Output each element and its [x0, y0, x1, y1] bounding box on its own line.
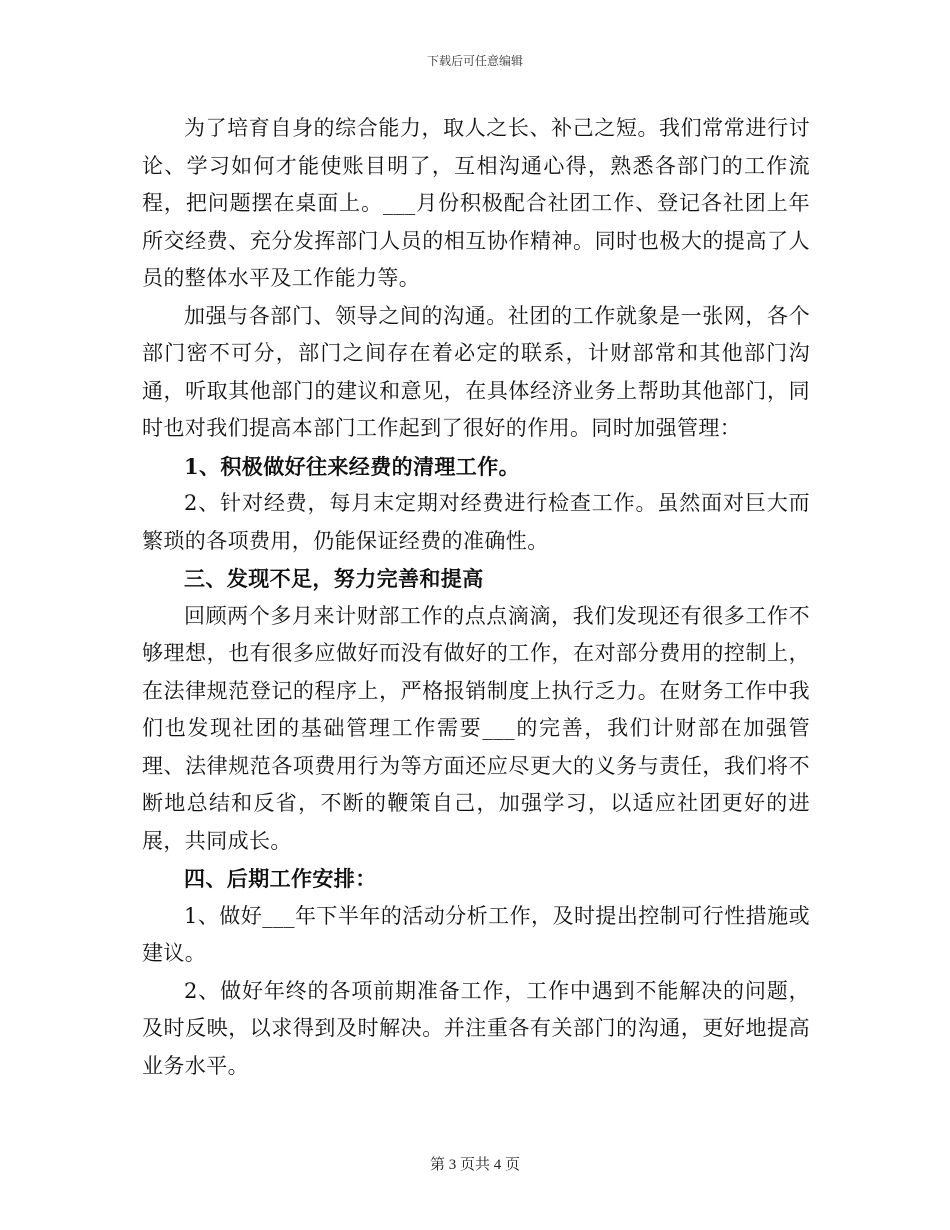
section-heading-future-plan: 四、后期工作安排：	[184, 866, 377, 891]
item-monthly-check: 2、针对经费，每月末定期对经费进行检查工作。虽然面对巨大而繁琐的各项费用，仍能保证经费的准确性。	[142, 491, 810, 553]
page-header-note: 下载后可任意编辑	[426, 54, 523, 68]
paragraph-communication: 加强与各部门、领导之间的沟通。社团的工作就象是一张网，各个部门密不可分，部门之间存在着必定的联系，计财部常和其他部门沟通，听取其他部门的建议和意见，在具体经济业务上帮助其他部门，同时也对我们提高本部门工作起到了很好的作用。同时加强管理：	[142, 303, 810, 440]
page-number: 第 3 页共 4 页	[429, 1157, 520, 1173]
plan-item-analysis: 1、做好___年下半年的活动分析工作，及时提出控制可行性措施或建议。	[142, 903, 810, 965]
paragraph-review: 回顾两个多月来计财部工作的点点滴滴，我们发现还有很多工作不够理想，也有很多应做好而没有做好的工作，在对部分费用的控制上，在法律规范登记的程序上，严格报销制度上执行乏力。在财务工作中我们也发现社团的基础管理工作需要___的完善，我们计财部在加强管理、法律规范各项费用行为等方面还应尽更大的义务与责任，我们将不断地总结和反省，不断的鞭策自己，加强学习，以适应社团更好的进展，共同成长。	[142, 603, 810, 853]
document-body	[142, 110, 810, 1085]
plan-item-year-end: 2、做好年终的各项前期准备工作，工作中遇到不能解决的问题，及时反映，以求得到及时解决。并注重各有关部门的沟通，更好地提高业务水平。	[142, 978, 810, 1078]
paragraph-self-improvement: 为了培育自身的综合能力，取人之长、补己之短。我们常常进行讨论、学习如何才能使账目明了，互相沟通心得，熟悉各部门的工作流程，把问题摆在桌面上。___月份积极配合社团工作、登记各社团上年所交经费、充分发挥部门人员的相互协作精神。同时也极大的提高了人员的整体水平及工作能力等。	[142, 116, 810, 290]
section-heading-improvement: 三、发现不足，努力完善和提高	[184, 566, 484, 591]
item-clear-funds: 1、积极做好往来经费的清理工作。	[184, 453, 521, 479]
